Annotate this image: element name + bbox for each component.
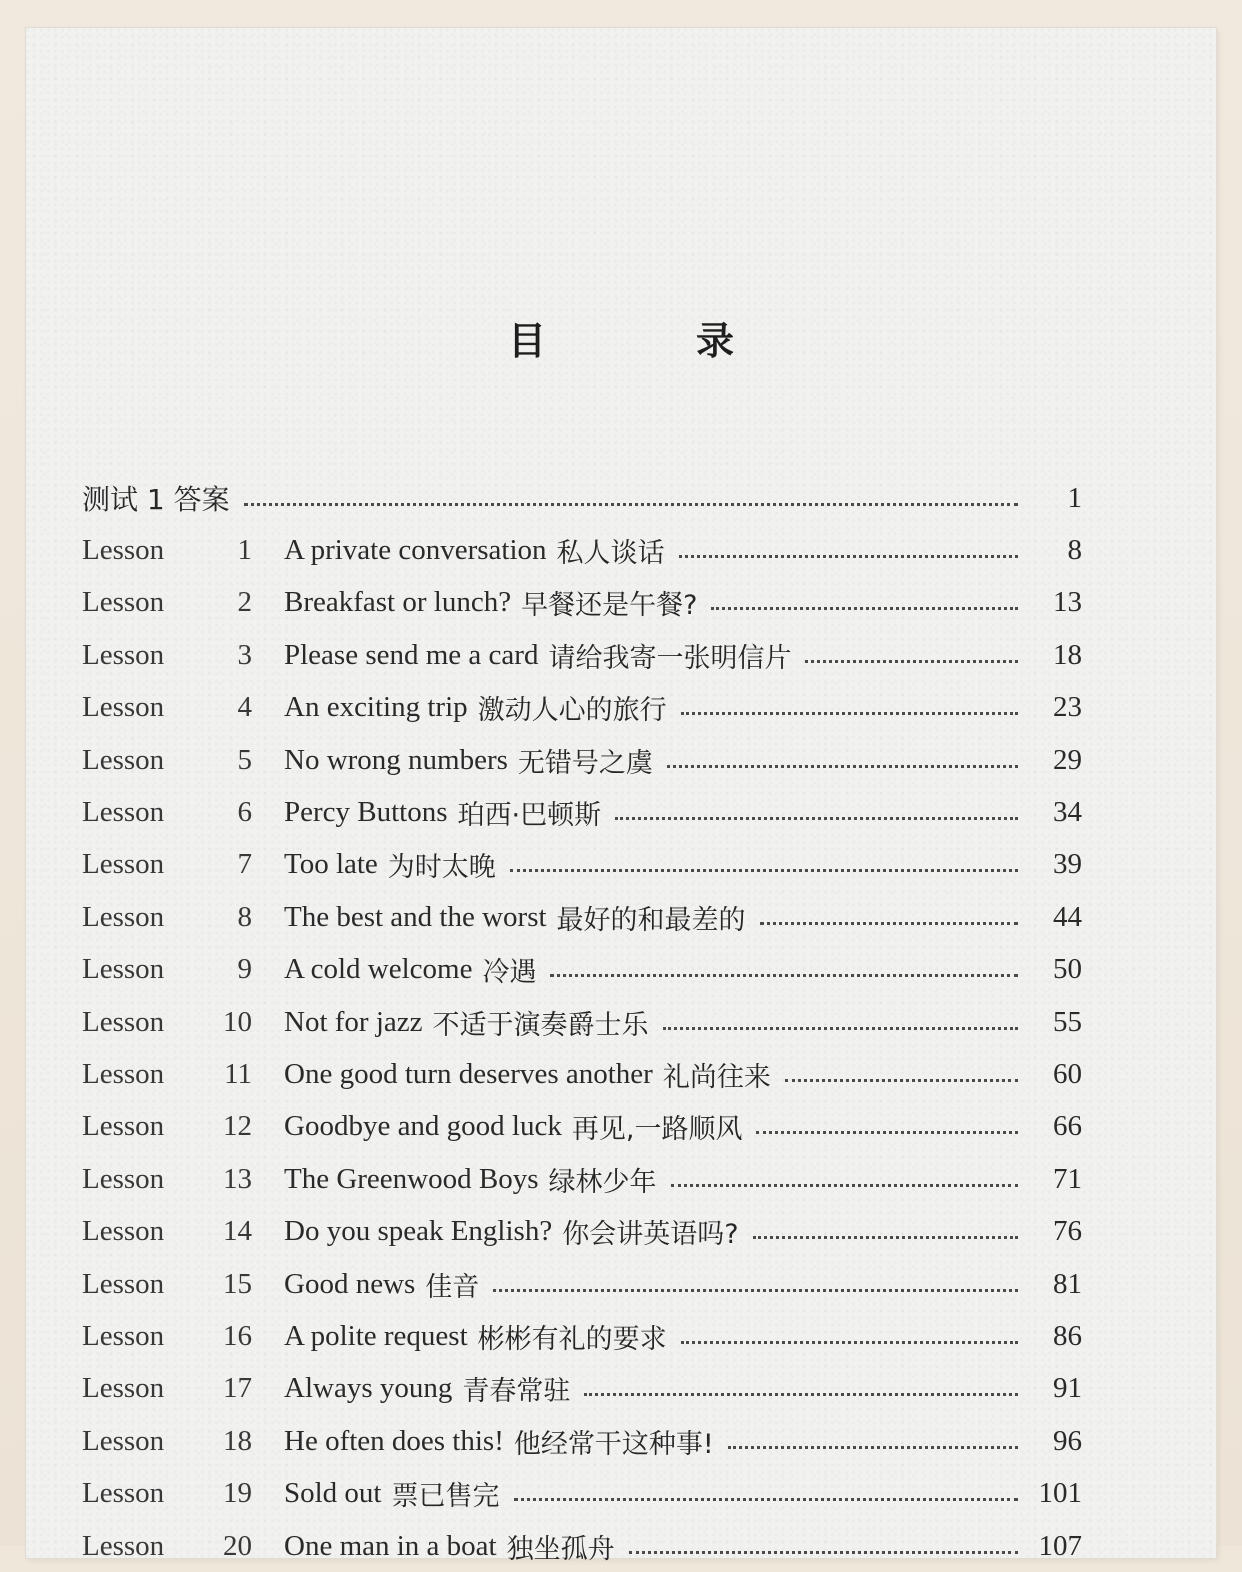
lesson-word: Lesson xyxy=(82,1215,165,1248)
lesson-number: 2 xyxy=(237,586,252,619)
lesson-number: 9 xyxy=(237,953,252,986)
lesson-title-zh: 佳音 xyxy=(425,1271,480,1303)
toc-page-number: 34 xyxy=(1053,796,1082,829)
lesson-word: Lesson xyxy=(82,953,165,986)
toc-page-number: 107 xyxy=(1038,1529,1082,1562)
lesson-title-zh: 私人谈话 xyxy=(556,538,665,570)
dot-leader xyxy=(711,607,1018,610)
lesson-word: Lesson xyxy=(82,1477,165,1510)
dot-leader xyxy=(671,1184,1018,1187)
lesson-title-en: Breakfast or lunch? xyxy=(284,586,512,619)
toc-entry-lesson-10[interactable] xyxy=(82,996,1082,1048)
lesson-number: 18 xyxy=(223,1424,252,1457)
dot-leader xyxy=(760,922,1018,925)
toc-page-number: 39 xyxy=(1053,848,1082,881)
table-of-contents xyxy=(82,472,1082,1572)
lesson-title-en: Sold out xyxy=(284,1477,382,1510)
toc-entry-lesson-14[interactable] xyxy=(82,1205,1082,1257)
document-page xyxy=(26,28,1216,1565)
lesson-word: Lesson xyxy=(82,743,165,776)
lesson-word: Lesson xyxy=(82,1267,165,1300)
toc-page-number: 86 xyxy=(1053,1319,1082,1352)
dot-leader xyxy=(493,1289,1018,1292)
lesson-word: Lesson xyxy=(82,1424,165,1457)
lesson-title-en: Good news xyxy=(284,1267,416,1300)
lesson-number: 7 xyxy=(237,848,252,881)
toc-page-number: 66 xyxy=(1053,1110,1082,1143)
toc-entry-lesson-17[interactable] xyxy=(82,1363,1082,1415)
lesson-title-en: A private conversation xyxy=(284,534,547,567)
dot-leader xyxy=(753,1236,1018,1239)
lesson-word: Lesson xyxy=(82,1319,165,1352)
lesson-title-zh: 请给我寄一张明信片 xyxy=(548,642,792,674)
lesson-word: Lesson xyxy=(82,638,165,671)
toc-entry-lesson-6[interactable] xyxy=(82,786,1082,838)
toc-page-number: 44 xyxy=(1053,900,1082,933)
lesson-word: Lesson xyxy=(82,796,165,829)
lesson-title-zh: 珀西·巴顿斯 xyxy=(457,800,602,832)
lesson-number: 10 xyxy=(223,1005,252,1038)
lesson-number: 3 xyxy=(237,638,252,671)
lesson-number: 8 xyxy=(237,900,252,933)
lesson-word: Lesson xyxy=(82,1110,165,1143)
lesson-title-en: An exciting trip xyxy=(284,691,468,724)
lesson-title-zh: 不适于演奏爵士乐 xyxy=(432,1009,649,1041)
toc-entry-lesson-7[interactable] xyxy=(82,839,1082,891)
page-title xyxy=(26,310,1216,365)
toc-page-number: 23 xyxy=(1053,691,1082,724)
toc-page-number: 29 xyxy=(1053,743,1082,776)
lesson-number: 14 xyxy=(223,1215,252,1248)
lesson-word: Lesson xyxy=(82,900,165,933)
toc-entry-lesson-19[interactable] xyxy=(82,1467,1082,1519)
dot-leader xyxy=(550,974,1018,977)
dot-leader xyxy=(756,1131,1018,1134)
toc-page-number: 96 xyxy=(1053,1424,1082,1457)
lesson-title-en: No wrong numbers xyxy=(284,743,508,776)
dot-leader xyxy=(629,1551,1018,1554)
lesson-title-en: Not for jazz xyxy=(284,1005,423,1038)
lesson-title-zh: 彬彬有礼的要求 xyxy=(477,1323,667,1355)
lesson-title-en: Please send me a card xyxy=(284,638,539,671)
lesson-word: Lesson xyxy=(82,1057,165,1090)
toc-entry-lesson-16[interactable] xyxy=(82,1310,1082,1362)
lesson-title-zh: 他经常干这种事! xyxy=(513,1428,714,1460)
lesson-title-zh: 你会讲英语吗? xyxy=(562,1219,739,1251)
lesson-title-zh: 无错号之虞 xyxy=(517,747,653,779)
dot-leader xyxy=(785,1079,1018,1082)
toc-entry-lesson-15[interactable] xyxy=(82,1258,1082,1310)
lesson-number: 4 xyxy=(237,691,252,724)
lesson-number: 20 xyxy=(223,1529,252,1562)
lesson-title-zh: 独坐孤舟 xyxy=(506,1533,615,1565)
toc-entry-lesson-12[interactable] xyxy=(82,1101,1082,1153)
toc-entry-label: 测试 1 答案 xyxy=(82,483,230,517)
lesson-word: Lesson xyxy=(82,691,165,724)
dot-leader xyxy=(681,712,1018,715)
toc-page-number: 91 xyxy=(1053,1372,1082,1405)
toc-page-number: 76 xyxy=(1053,1215,1082,1248)
toc-entry-lesson-13[interactable] xyxy=(82,1153,1082,1205)
toc-entry-answers[interactable] xyxy=(82,472,1082,524)
lesson-title-zh: 最好的和最差的 xyxy=(556,904,746,936)
dot-leader xyxy=(805,660,1018,663)
lesson-title-en: Always young xyxy=(284,1372,453,1405)
toc-entry-lesson-1[interactable] xyxy=(82,524,1082,576)
toc-page-number: 101 xyxy=(1038,1477,1082,1510)
lesson-number: 13 xyxy=(223,1162,252,1195)
lesson-word: Lesson xyxy=(82,848,165,881)
lesson-title-en: Too late xyxy=(284,848,378,881)
lesson-title-en: One good turn deserves another xyxy=(284,1057,653,1090)
title-char-2: 录 xyxy=(696,319,735,363)
toc-entry-lesson-3[interactable] xyxy=(82,629,1082,681)
dot-leader xyxy=(679,555,1018,558)
lesson-title-en: A cold welcome xyxy=(284,953,473,986)
lesson-title-zh: 激动人心的旅行 xyxy=(477,695,667,727)
dot-leader xyxy=(584,1393,1018,1396)
lesson-title-zh: 再见,一路顺风 xyxy=(571,1114,743,1146)
lesson-number: 1 xyxy=(237,534,252,567)
lesson-title-zh: 绿林少年 xyxy=(548,1166,657,1198)
dot-leader xyxy=(681,1341,1018,1344)
toc-entry-lesson-8[interactable] xyxy=(82,891,1082,943)
lesson-word: Lesson xyxy=(82,1162,165,1195)
lesson-title-en: One man in a boat xyxy=(284,1529,497,1562)
lesson-number: 17 xyxy=(223,1372,252,1405)
lesson-title-zh: 票已售完 xyxy=(391,1481,500,1513)
lesson-title-zh: 冷遇 xyxy=(482,957,537,989)
toc-entry-lesson-11[interactable] xyxy=(82,1048,1082,1100)
dot-leader xyxy=(510,869,1018,872)
toc-page-number: 18 xyxy=(1053,638,1082,671)
lesson-title-en: Goodbye and good luck xyxy=(284,1110,562,1143)
lesson-word: Lesson xyxy=(82,1005,165,1038)
lesson-number: 5 xyxy=(237,743,252,776)
lesson-title-zh: 为时太晚 xyxy=(387,852,496,884)
lesson-number: 15 xyxy=(223,1267,252,1300)
dot-leader xyxy=(667,765,1018,768)
lesson-word: Lesson xyxy=(82,534,165,567)
dot-leader xyxy=(615,817,1018,820)
toc-entry-lesson-18[interactable] xyxy=(82,1415,1082,1467)
lesson-number: 12 xyxy=(223,1110,252,1143)
lesson-title-en: Percy Buttons xyxy=(284,796,448,829)
lesson-title-en: A polite request xyxy=(284,1319,468,1352)
lesson-number: 11 xyxy=(224,1057,252,1090)
toc-page-number: 55 xyxy=(1053,1005,1082,1038)
lesson-word: Lesson xyxy=(82,586,165,619)
lesson-number: 16 xyxy=(223,1319,252,1352)
lesson-title-zh: 早餐还是午餐? xyxy=(521,590,698,622)
toc-page-number: 71 xyxy=(1053,1162,1082,1195)
toc-page-number: 50 xyxy=(1053,953,1082,986)
toc-entry-lesson-5[interactable] xyxy=(82,734,1082,786)
lesson-title-zh: 礼尚往来 xyxy=(662,1061,771,1093)
lesson-word: Lesson xyxy=(82,1372,165,1405)
toc-page-number: 60 xyxy=(1053,1057,1082,1090)
lesson-title-en: He often does this! xyxy=(284,1424,504,1457)
dot-leader xyxy=(244,503,1018,506)
toc-page-number: 1 xyxy=(1067,481,1082,514)
toc-page-number: 8 xyxy=(1067,534,1082,567)
dot-leader xyxy=(728,1446,1018,1449)
lesson-number: 19 xyxy=(223,1477,252,1510)
toc-entry-lesson-9[interactable] xyxy=(82,944,1082,996)
title-char-1: 目 xyxy=(507,319,546,363)
lesson-number: 6 xyxy=(237,796,252,829)
lesson-word: Lesson xyxy=(82,1529,165,1562)
toc-page-number: 81 xyxy=(1053,1267,1082,1300)
toc-entry-lesson-4[interactable] xyxy=(82,682,1082,734)
dot-leader xyxy=(514,1498,1019,1501)
lesson-title-en: The best and the worst xyxy=(284,900,547,933)
lesson-title-en: The Greenwood Boys xyxy=(284,1162,539,1195)
lesson-title-en: Do you speak English? xyxy=(284,1215,553,1248)
toc-page-number: 13 xyxy=(1053,586,1082,619)
toc-entry-lesson-2[interactable] xyxy=(82,577,1082,629)
lesson-title-zh: 青春常驻 xyxy=(462,1376,571,1408)
dot-leader xyxy=(663,1027,1019,1030)
